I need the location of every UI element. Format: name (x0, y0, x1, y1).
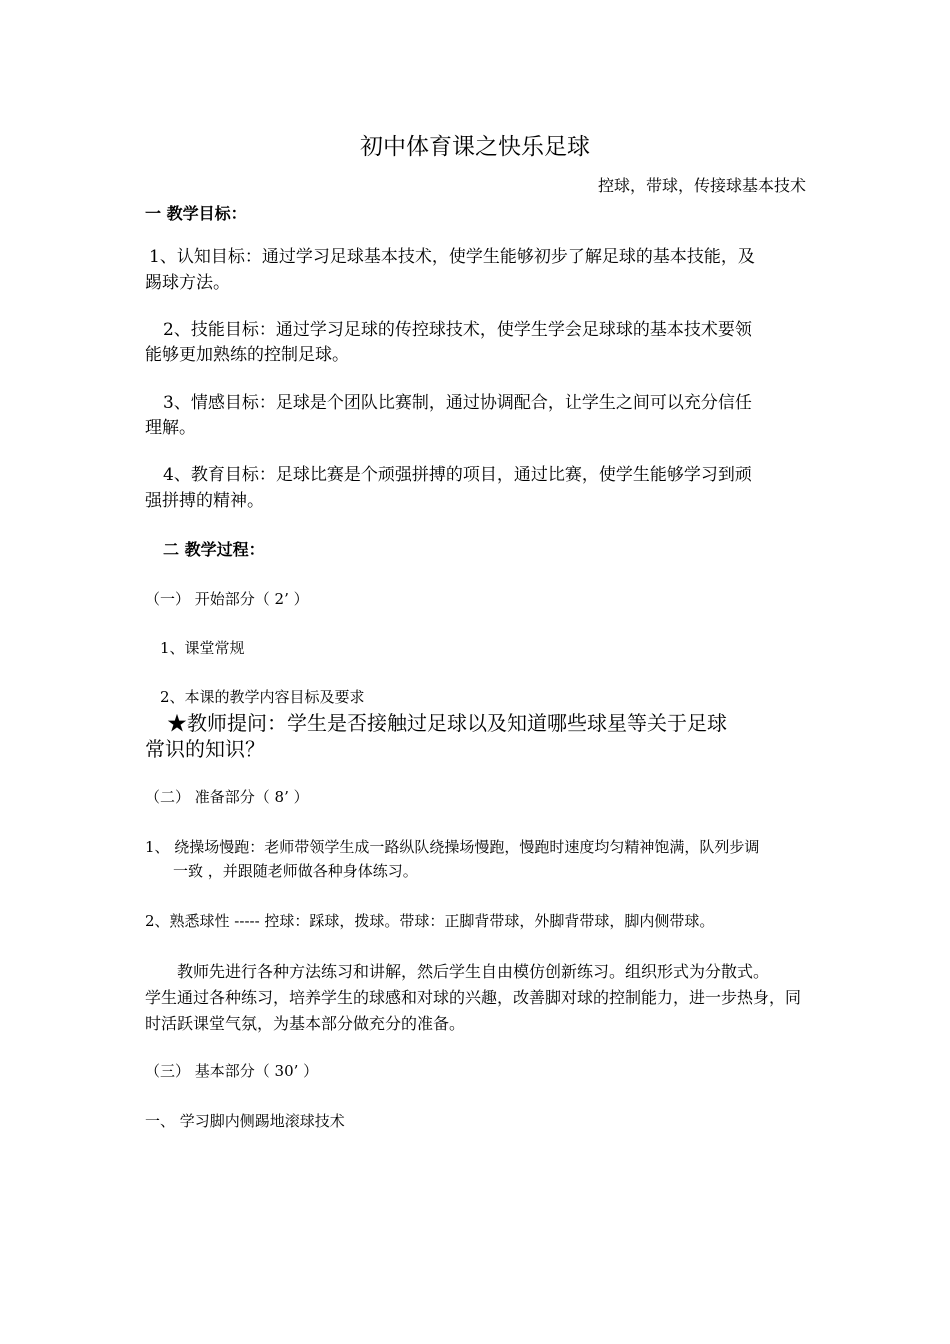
part3-item1: 一、 学习脚内侧踢地滚球技术 (145, 1112, 345, 1130)
page-subtitle: 控球，带球，传接球基本技术 (597, 176, 806, 195)
goal2-line2: 能够更加熟练的控制足球。 (145, 345, 349, 365)
goal3-line2: 理解。 (145, 418, 196, 438)
goal1-line2: 踢球方法。 (145, 273, 230, 293)
goal1-line1: 1、认知目标：通过学习足球基本技术，使学生能够初步了解足球的基本技能，及 (149, 247, 755, 267)
part2-para-line1: 教师先进行各种方法练习和讲解，然后学生自由模仿创新练习。组织形式为分散式。 (177, 962, 770, 981)
part2-item1-line1: 1、 绕操场慢跑：老师带领学生成一路纵队绕操场慢跑，慢跑时速度均匀精神饱满，队列步调 (145, 838, 760, 856)
section2-heading: 二 教学过程： (163, 540, 265, 559)
part2-item1-line2: 一致 ，并跟随老师做各种身体练习。 (173, 862, 418, 880)
part1-item2: 2、本课的教学内容目标及要求 (160, 688, 365, 706)
goal4-line1: 4、教育目标：足球比赛是个顽强拼搏的项目，通过比赛，使学生能够学习到顽 (163, 465, 752, 485)
goal2-line1: 2、技能目标：通过学习足球的传控球技术，使学生学会足球球的基本技术要领 (163, 320, 752, 340)
part3-heading: （三） 基本部分（ 30’ ） (145, 1062, 319, 1080)
section1-heading: 一 教学目标： (145, 204, 247, 223)
page-title: 初中体育课之快乐足球 (360, 134, 590, 160)
part2-item2: 2、熟悉球性 ----- 控球：踩球，拨球。带球：正脚背带球，外脚背带球，脚内侧带球。 (145, 912, 715, 930)
part1-heading: （一） 开始部分（ 2’ ） (145, 590, 309, 608)
goal3-line1: 3、情感目标：足球是个团队比赛制，通过协调配合，让学生之间可以充分信任 (163, 393, 752, 413)
goal4-line2: 强拼搏的精神。 (145, 491, 264, 511)
part2-para-line2: 学生通过各种练习，培养学生的球感和对球的兴趣，改善脚对球的控制能力，进一步热身，同 (145, 988, 802, 1007)
part2-para-line3: 时活跃课堂气氛，为基本部分做充分的准备。 (145, 1014, 466, 1033)
teacher-question-line2: 常识的知识？ (145, 737, 265, 761)
teacher-question-line1: ★教师提问：学生是否接触过足球以及知道哪些球星等关于足球 (167, 711, 727, 735)
part1-item1: 1、课堂常规 (160, 639, 245, 657)
part2-heading: （二） 准备部分（ 8’ ） (145, 788, 309, 806)
